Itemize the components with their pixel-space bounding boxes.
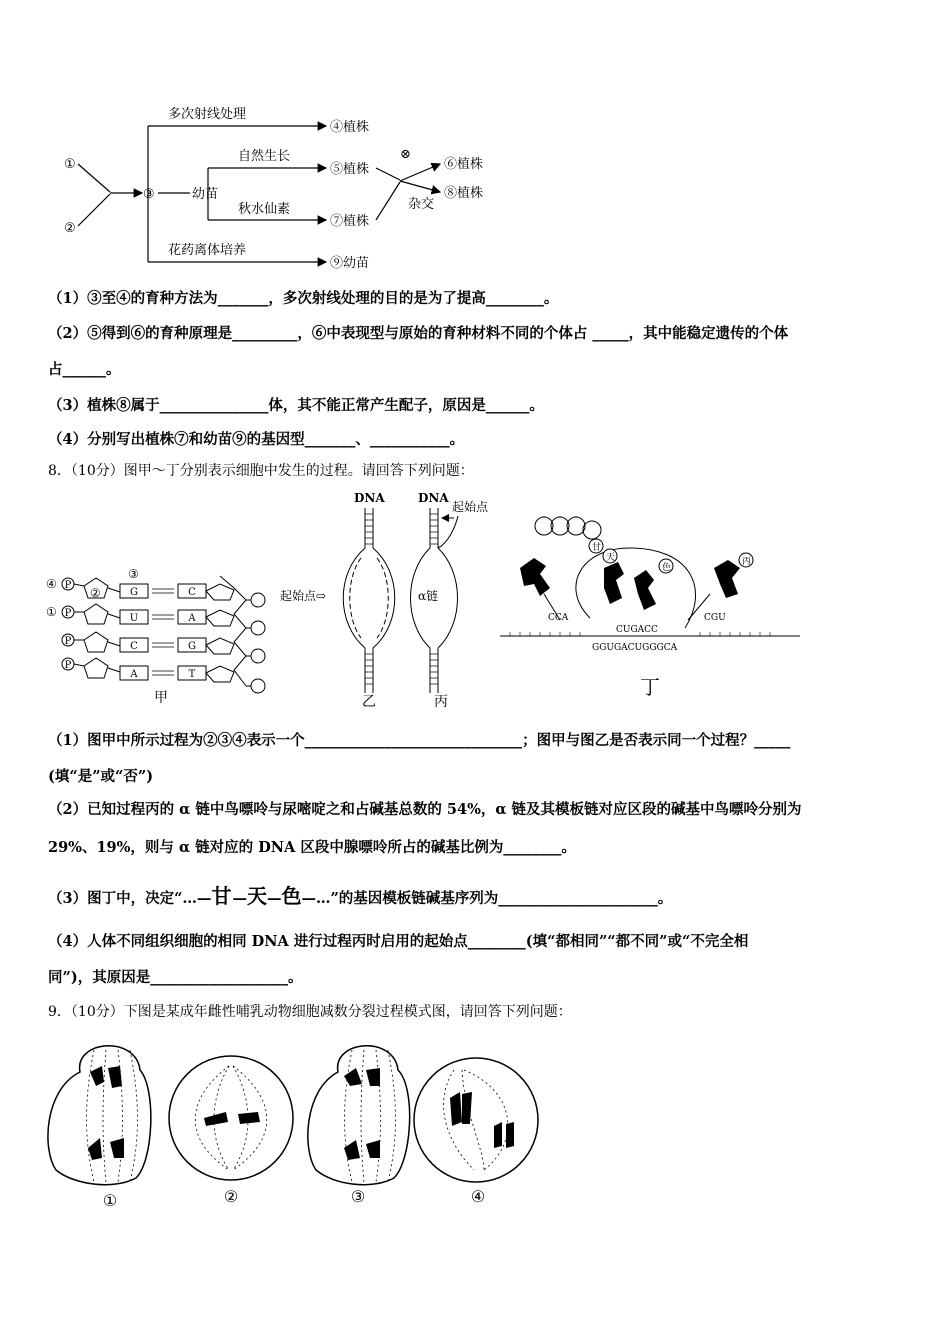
node-1: ① xyxy=(64,157,76,172)
base-right: A xyxy=(188,613,196,624)
phosphate-label: P xyxy=(64,580,72,591)
anther-culture-label: 花药离体培养 xyxy=(168,243,247,258)
q8-sub1b: (填“是”或“否”) xyxy=(48,768,154,785)
figure-bing-label: 丙 xyxy=(434,694,448,710)
seedling-label: 幼苗 xyxy=(192,187,219,202)
plant-5: ⑤植株 xyxy=(330,162,370,177)
q8-sub1a: （1）图甲中所示过程为②③④表示一个______________________________；图甲与图乙是否表示同一个过程？_____ xyxy=(48,732,791,749)
q8-sub3: （3）图丁中，决定“…—甘—天—色—…”的基因模板链碱基序列为______________________。 xyxy=(48,884,673,908)
base-left: G xyxy=(130,587,138,598)
cross-label: 杂交 xyxy=(408,197,435,212)
label-2: ② xyxy=(90,586,101,600)
q9-header: 9．（10分）下图是某成年雌性哺乳动物细胞减数分裂过程模式图，请回答下列问题： xyxy=(48,1004,572,1020)
dna-label: DNA xyxy=(418,491,449,505)
dna-label: DNA xyxy=(354,491,385,505)
phosphate-label: P xyxy=(64,608,72,619)
cell-label-3: ③ xyxy=(350,1187,366,1206)
seedling-9: ⑨幼苗 xyxy=(330,256,370,271)
q8-header: 8．（10分）图甲～丁分别表示细胞中发生的过程。请回答下列问题： xyxy=(48,463,474,479)
label-4: ④ xyxy=(46,577,57,591)
q7-sub2b: 占______。 xyxy=(48,361,121,378)
figure-bing xyxy=(400,488,510,710)
q7-sub3: （3）植株⑧属于_______________体，其不能正常产生配子，原因是______。 xyxy=(48,397,544,414)
selfing-symbol: ⊗ xyxy=(400,147,411,162)
amino-acid-glyph: 天 xyxy=(246,884,267,908)
q8-sub4a: （4）人体不同组织细胞的相同 DNA 进行过程丙时启用的起始点________(填“都相同”“都不同”或“不完全相 xyxy=(48,933,749,950)
anticodon-1: CCA xyxy=(548,613,569,623)
origin-label: 起始点⇨ xyxy=(280,589,327,603)
q7-sub1: （1）③至④的育种方法为_______，多次射线处理的目的是为了提高________。 xyxy=(48,290,559,307)
radiation-label: 多次射线处理 xyxy=(168,107,247,122)
q8-sub2a: （2）已知过程丙的 α 链中鸟嘌呤与尿嘧啶之和占碱基总数的 54%，α 链及其模板链对应区段的碱基中鸟嘌呤分别为 xyxy=(48,801,802,818)
anticodon-2: CUGACC xyxy=(616,625,658,635)
plant-4: ④植株 xyxy=(330,120,370,135)
cell-label-1: ① xyxy=(102,1191,118,1210)
q8-sub3-pre: （3）图丁中，决定“…— xyxy=(48,890,212,907)
natural-growth-label: 自然生长 xyxy=(238,149,291,164)
figure-ding-label: 丁 xyxy=(640,675,660,699)
figure-yi-label: 乙 xyxy=(362,694,376,710)
figure-yi xyxy=(276,488,396,710)
base-left: A xyxy=(130,669,138,680)
amino-acid-glyph: 色 xyxy=(281,884,302,908)
figure-jia-label: 甲 xyxy=(154,690,168,706)
cell-label-2: ② xyxy=(223,1187,239,1206)
origin-label: 起始点 xyxy=(452,500,489,514)
amino-acid-1: 甘 xyxy=(592,543,602,553)
colchicine-label: 秋水仙素 xyxy=(238,202,291,217)
base-left: U xyxy=(129,613,139,624)
amino-acid-3: 色 xyxy=(662,563,672,573)
figure-jia xyxy=(44,566,274,706)
anticodon-3: CGU xyxy=(704,613,726,623)
amino-acid-4: 丙 xyxy=(742,557,752,567)
plant-8: ⑧植株 xyxy=(444,186,484,201)
cell-label-4: ④ xyxy=(470,1187,486,1206)
phosphate-label: P xyxy=(64,636,72,647)
q8-sub3-post: —…”的基因模板链碱基序列为______________________。 xyxy=(301,890,673,907)
amino-acid-2: 天 xyxy=(606,553,616,563)
figure-ding xyxy=(500,508,800,708)
alpha-chain-label: α链 xyxy=(418,589,439,603)
q8-sub2b: 29%、19%，则与 α 链对应的 DNA 区段中腺嘌呤所占的碱基比例为________。 xyxy=(48,839,576,856)
label-1: ① xyxy=(46,605,57,619)
node-3: ③ xyxy=(143,187,155,202)
base-right: T xyxy=(188,669,196,680)
plant-7: ⑦植株 xyxy=(330,214,370,229)
phosphate-label: P xyxy=(64,660,72,671)
node-2: ② xyxy=(64,221,76,236)
mrna-sequence: GGUGACUGGGCA xyxy=(592,643,678,653)
q8-sub4b: 同”)，其原因是___________________。 xyxy=(48,969,303,986)
base-right: C xyxy=(188,587,196,598)
meiosis-figure xyxy=(44,1030,564,1214)
q7-sub2a: （2）⑤得到⑥的育种原理是_________，⑥中表现型与原始的育种材料不同的个体占 _____，其中能稳定遗传的个体 xyxy=(48,325,789,342)
q7-sub4: （4）分别写出植株⑦和幼苗⑨的基因型_______、___________。 xyxy=(48,431,465,448)
base-left: C xyxy=(130,641,138,652)
breeding-diagram xyxy=(50,98,530,278)
label-3: ③ xyxy=(128,567,139,581)
plant-6: ⑥植株 xyxy=(444,157,484,172)
base-right: G xyxy=(188,641,196,652)
amino-acid-glyph: 甘 xyxy=(211,884,233,908)
